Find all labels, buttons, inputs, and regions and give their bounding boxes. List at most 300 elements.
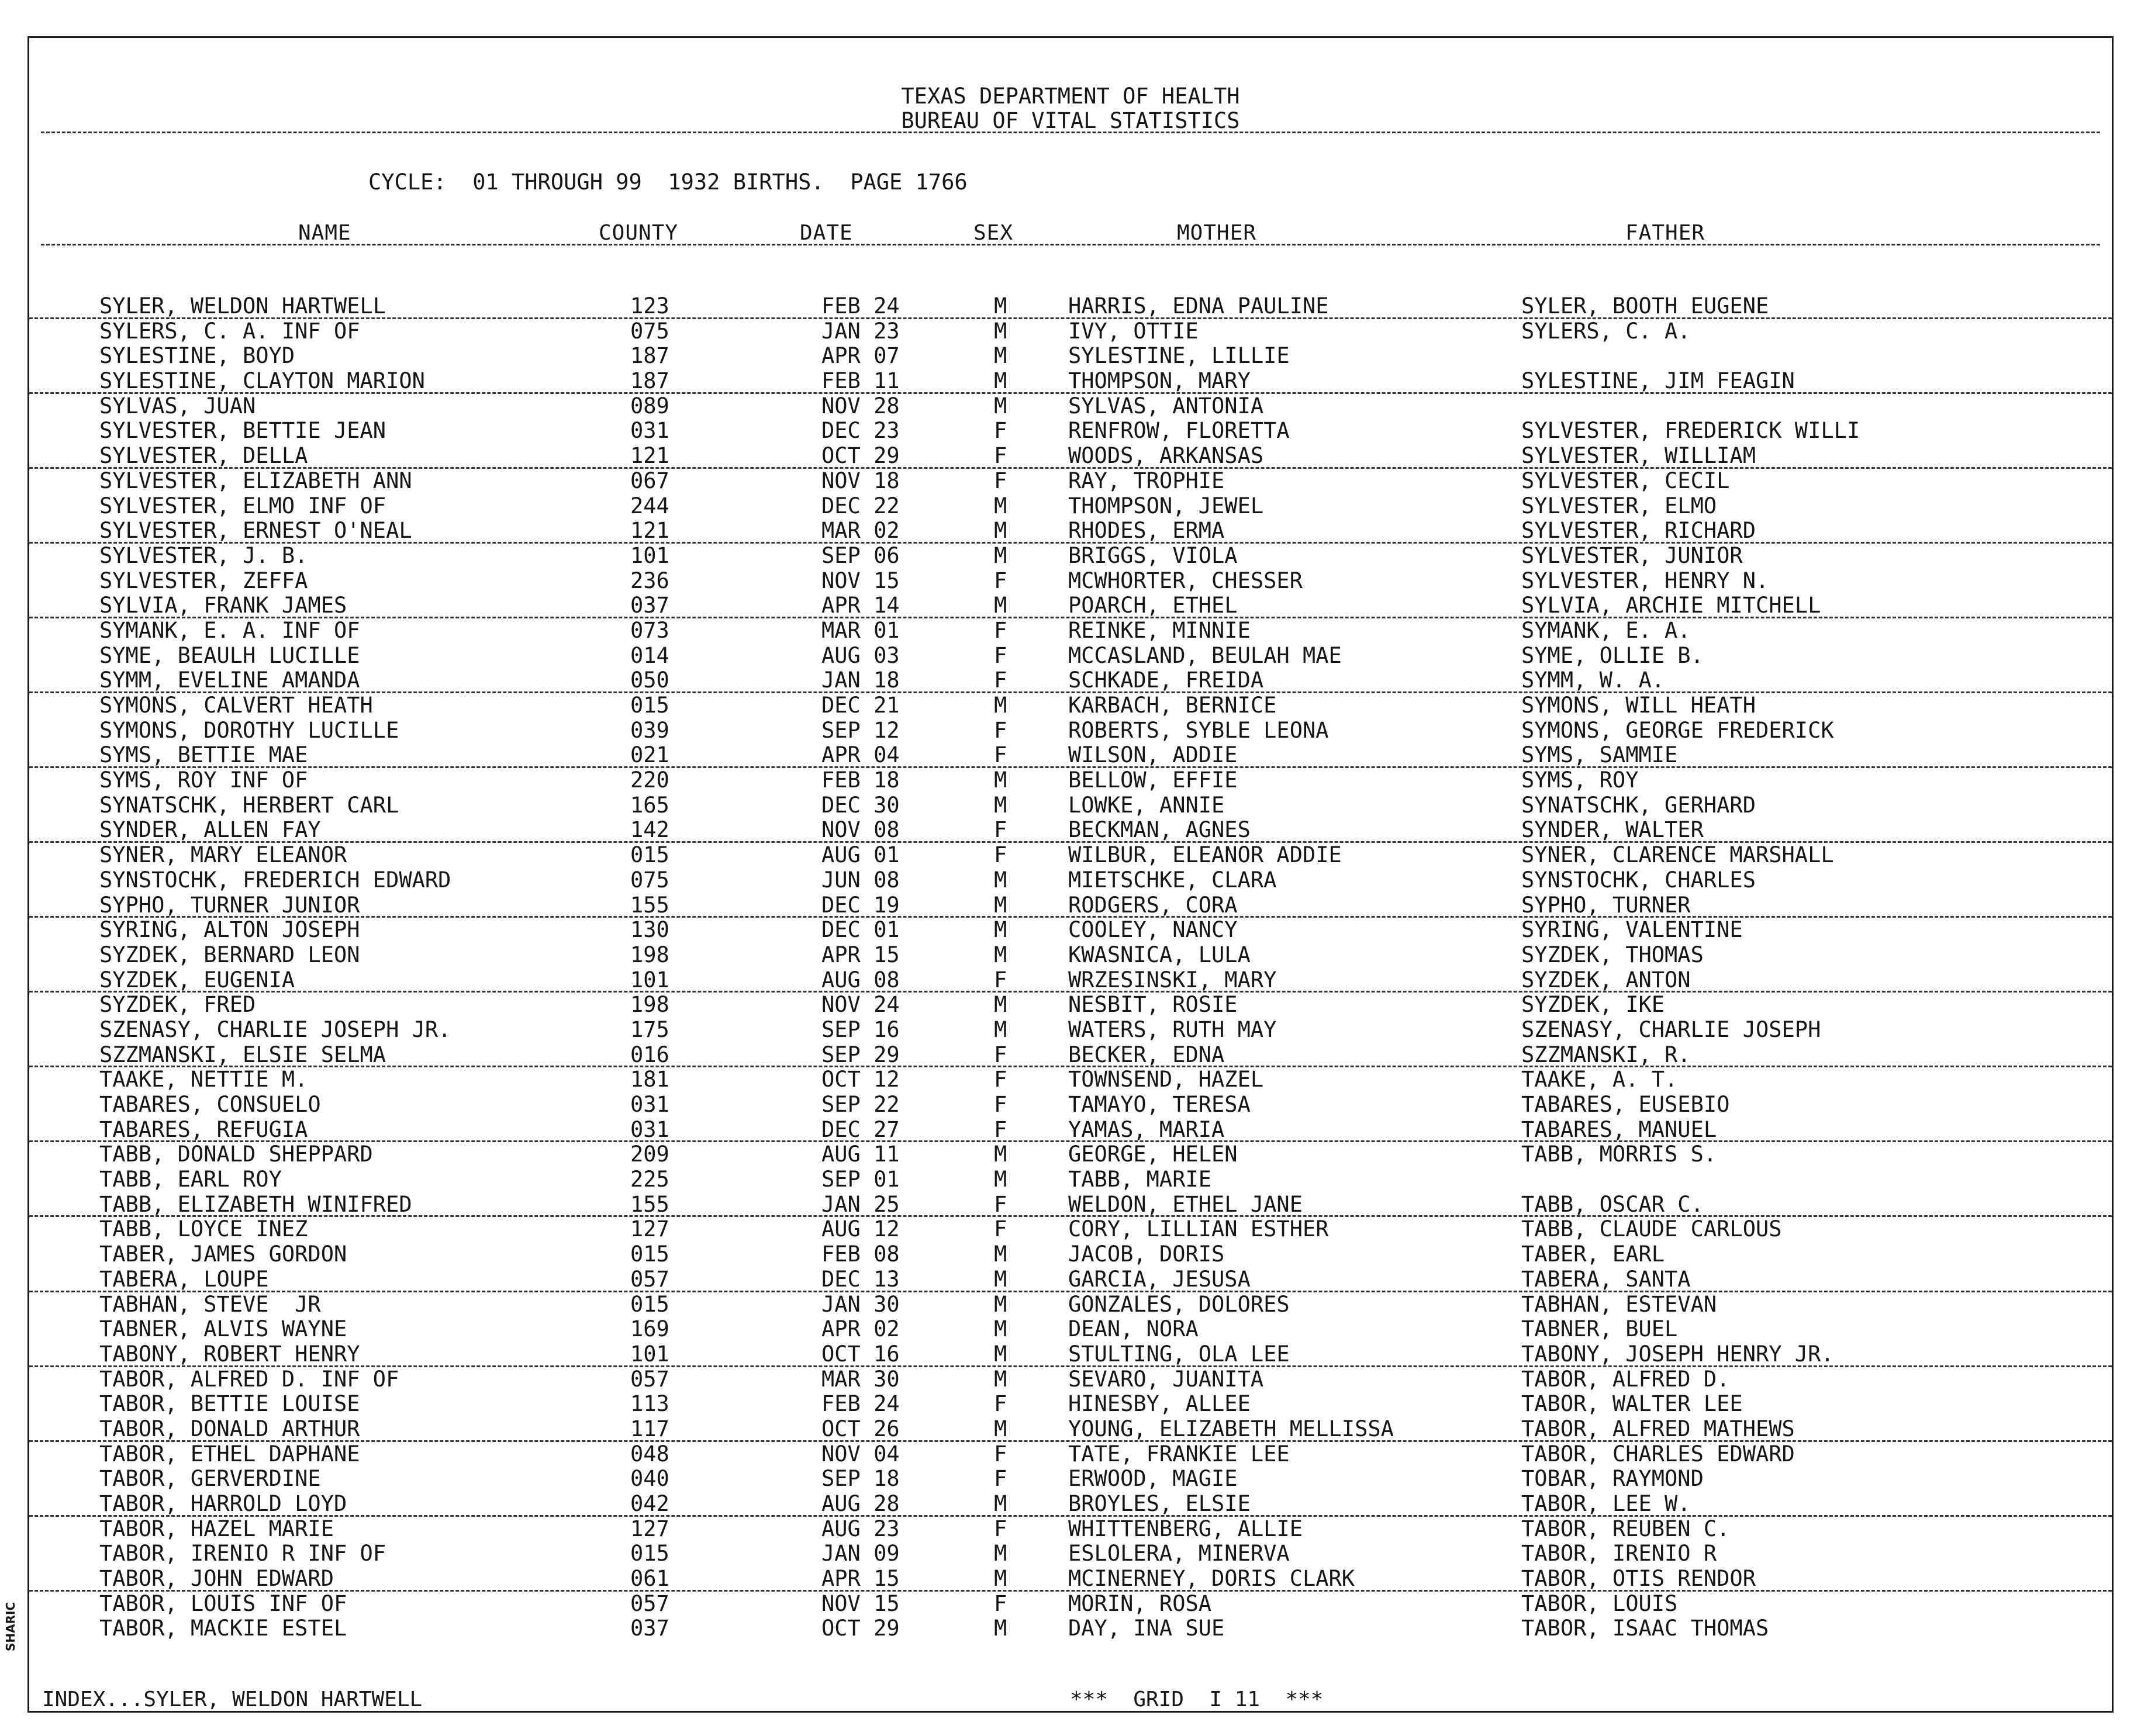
record-date: SEP 12	[821, 717, 900, 743]
record-name: SYPHO, TURNER JUNIOR	[99, 892, 360, 918]
record-sex: M	[994, 1242, 1007, 1267]
record-row	[29, 1442, 2112, 1467]
record-row	[29, 793, 2112, 818]
record-name: SYLVESTER, ZEFFA	[99, 568, 308, 593]
record-county: 050	[630, 668, 669, 693]
record-mother: TOWNSEND, HAZEL	[1068, 1067, 1264, 1092]
record-date: DEC 13	[821, 1266, 900, 1292]
column-header-county: COUNTY	[599, 221, 679, 245]
record-sex: M	[994, 1541, 1007, 1566]
record-mother: DEAN, NORA	[1068, 1316, 1199, 1342]
record-father: TABERA, SANTA	[1521, 1266, 1691, 1292]
record-sex: F	[994, 1042, 1007, 1067]
record-county: 021	[630, 742, 669, 768]
record-father: TABNER, BUEL	[1521, 1316, 1678, 1342]
record-father: SYNER, CLARENCE MARSHALL	[1521, 842, 1834, 868]
record-name: SYLVESTER, ELMO INF OF	[99, 493, 386, 518]
record-county: 040	[630, 1466, 669, 1492]
record-sex: M	[994, 1341, 1007, 1367]
record-row	[29, 1217, 2112, 1242]
record-row	[29, 1067, 2112, 1092]
record-name: SYLVESTER, ERNEST O'NEAL	[99, 518, 412, 544]
record-name: SYZDEK, EUGENIA	[99, 967, 295, 993]
record-county: 155	[630, 1191, 669, 1217]
record-name: SYLVESTER, ELIZABETH ANN	[99, 468, 412, 493]
record-mother: HINESBY, ALLEE	[1068, 1391, 1251, 1417]
record-mother: JACOB, DORIS	[1068, 1242, 1225, 1267]
record-father: SYME, OLLIE B.	[1521, 642, 1704, 668]
header-rule	[41, 132, 2100, 133]
record-mother: MCCASLAND, BEULAH MAE	[1068, 642, 1342, 668]
record-row	[29, 818, 2112, 843]
record-mother: YAMAS, MARIA	[1068, 1116, 1225, 1142]
record-mother: KARBACH, BERNICE	[1068, 693, 1277, 718]
record-county: 101	[630, 967, 669, 993]
record-row	[29, 593, 2112, 618]
record-date: MAR 30	[821, 1366, 900, 1392]
record-date: OCT 29	[821, 1616, 900, 1641]
record-sex: M	[994, 318, 1007, 344]
record-date: NOV 08	[821, 817, 900, 843]
record-sex: M	[994, 1566, 1007, 1592]
record-name: TABOR, IRENIO R INF OF	[99, 1541, 386, 1566]
record-mother: RODGERS, CORA	[1068, 892, 1238, 918]
record-name: TABOR, DONALD ARTHUR	[99, 1416, 360, 1441]
record-father: TABHAN, ESTEVAN	[1521, 1291, 1717, 1317]
record-name: SYMM, EVELINE AMANDA	[99, 668, 360, 693]
record-name: SYZDEK, BERNARD LEON	[99, 942, 360, 967]
record-mother: BRIGGS, VIOLA	[1068, 542, 1238, 568]
record-father: SYNDER, WALTER	[1521, 817, 1704, 843]
record-county: 015	[630, 1541, 669, 1566]
column-header-rule	[41, 244, 2100, 245]
record-county: 031	[630, 418, 669, 444]
record-row	[29, 1517, 2112, 1542]
column-header-father: FATHER	[1625, 221, 1705, 245]
record-county: 089	[630, 393, 669, 419]
record-father: SYLVESTER, HENRY N.	[1521, 568, 1769, 593]
record-date: AUG 01	[821, 842, 900, 868]
record-county: 037	[630, 593, 669, 618]
record-county: 042	[630, 1491, 669, 1516]
record-row	[29, 518, 2112, 544]
record-mother: COOLEY, NANCY	[1068, 917, 1238, 943]
document-frame	[27, 36, 2114, 1713]
record-county: 117	[630, 1416, 669, 1441]
record-name: SZZMANSKI, ELSIE SELMA	[99, 1042, 386, 1067]
record-date: SEP 06	[821, 542, 900, 568]
record-mother: MIETSCHKE, CLARA	[1068, 867, 1277, 893]
record-sex: M	[994, 917, 1007, 943]
record-county: 198	[630, 992, 669, 1018]
record-father: SZZMANSKI, R.	[1521, 1042, 1691, 1067]
record-county: 031	[630, 1092, 669, 1117]
record-county: 127	[630, 1216, 669, 1242]
record-row	[29, 1142, 2112, 1167]
record-date: NOV 04	[821, 1441, 900, 1467]
record-father: TABOR, WALTER LEE	[1521, 1391, 1743, 1417]
record-county: 031	[630, 1116, 669, 1142]
record-father: SYLVESTER, RICHARD	[1521, 518, 1756, 544]
record-date: NOV 15	[821, 1590, 900, 1616]
record-row	[29, 294, 2112, 319]
record-mother: TATE, FRANKIE LEE	[1068, 1441, 1290, 1467]
record-row	[29, 1342, 2112, 1367]
record-sex: M	[994, 1291, 1007, 1317]
record-name: SYLER, WELDON HARTWELL	[99, 293, 386, 319]
record-county: 121	[630, 443, 669, 469]
record-row	[29, 1292, 2112, 1317]
record-date: JAN 09	[821, 1541, 900, 1566]
record-name: SYLVESTER, BETTIE JEAN	[99, 418, 386, 444]
record-county: 127	[630, 1516, 669, 1541]
record-row	[29, 1367, 2112, 1392]
record-county: 187	[630, 368, 669, 394]
record-date: AUG 12	[821, 1216, 900, 1242]
record-mother: THOMPSON, JEWEL	[1068, 493, 1264, 518]
record-mother: ROBERTS, SYBLE LEONA	[1068, 717, 1329, 743]
record-father: TABOR, CHARLES EDWARD	[1521, 1441, 1795, 1467]
record-father: SYLVESTER, FREDERICK WILLI	[1521, 418, 1860, 444]
record-father: SYMANK, E. A.	[1521, 617, 1691, 643]
record-row	[29, 1043, 2112, 1068]
record-county: 037	[630, 1616, 669, 1641]
record-sex: F	[994, 443, 1007, 469]
record-father: SYLVESTER, CECIL	[1521, 468, 1730, 493]
record-sex: M	[994, 1266, 1007, 1292]
record-mother: POARCH, ETHEL	[1068, 593, 1238, 618]
record-county: 101	[630, 1341, 669, 1367]
record-county: 220	[630, 767, 669, 793]
record-date: FEB 18	[821, 767, 900, 793]
record-father: TABOR, REUBEN C.	[1521, 1516, 1730, 1541]
record-date: AUG 11	[821, 1142, 900, 1167]
record-sex: F	[994, 817, 1007, 843]
record-sex: F	[994, 967, 1007, 993]
record-date: SEP 18	[821, 1466, 900, 1492]
column-header-sex: SEX	[973, 221, 1014, 245]
record-sex: M	[994, 1491, 1007, 1516]
record-row	[29, 918, 2112, 943]
record-sex: M	[994, 767, 1007, 793]
record-mother: GARCIA, JESUSA	[1068, 1266, 1251, 1292]
record-father: TABOR, ALFRED D.	[1521, 1366, 1730, 1392]
record-sex: M	[994, 867, 1007, 893]
record-mother: WOODS, ARKANSAS	[1068, 443, 1264, 469]
record-row	[29, 893, 2112, 918]
record-date: SEP 01	[821, 1167, 900, 1192]
record-county: 015	[630, 1242, 669, 1267]
record-name: TABB, EARL ROY	[99, 1167, 282, 1192]
record-row	[29, 1192, 2112, 1218]
record-name: SYLESTINE, BOYD	[99, 343, 295, 369]
record-date: FEB 11	[821, 368, 900, 394]
record-date: DEC 22	[821, 493, 900, 518]
record-row	[29, 1118, 2112, 1143]
record-sex: M	[994, 593, 1007, 618]
record-sex: F	[994, 842, 1007, 868]
record-row	[29, 1467, 2112, 1492]
record-mother: BELLOW, EFFIE	[1068, 767, 1238, 793]
record-row	[29, 668, 2112, 693]
record-date: DEC 23	[821, 418, 900, 444]
column-header-mother: MOTHER	[1177, 221, 1257, 245]
record-row	[29, 693, 2112, 718]
record-county: 155	[630, 892, 669, 918]
record-name: TAAKE, NETTIE M.	[99, 1067, 308, 1092]
records-list	[29, 294, 2112, 1641]
record-mother: TABB, MARIE	[1068, 1167, 1212, 1192]
record-name: TABB, LOYCE INEZ	[99, 1216, 308, 1242]
record-mother: GONZALES, DOLORES	[1068, 1291, 1290, 1317]
record-row	[29, 469, 2112, 494]
record-county: 075	[630, 318, 669, 344]
record-row	[29, 1541, 2112, 1566]
record-father: SYLER, BOOTH EUGENE	[1521, 293, 1769, 319]
record-row	[29, 1566, 2112, 1592]
record-date: DEC 01	[821, 917, 900, 943]
record-date: SEP 22	[821, 1092, 900, 1117]
record-father: SYMONS, GEORGE FREDERICK	[1521, 717, 1834, 743]
cycle-line: CYCLE: 01 THROUGH 99 1932 BIRTHS. PAGE 1766	[368, 170, 968, 195]
record-sex: M	[994, 1616, 1007, 1641]
record-sex: F	[994, 1191, 1007, 1217]
record-name: SYRING, ALTON JOSEPH	[99, 917, 360, 943]
record-mother: SYLVAS, ANTONIA	[1068, 393, 1264, 419]
record-name: SYNDER, ALLEN FAY	[99, 817, 321, 843]
record-father: SYLVESTER, WILLIAM	[1521, 443, 1756, 469]
record-mother: RHODES, ERMA	[1068, 518, 1225, 544]
record-sex: F	[994, 1516, 1007, 1541]
record-name: TABOR, HAZEL MARIE	[99, 1516, 334, 1541]
record-row	[29, 843, 2112, 868]
record-name: TABOR, HARROLD LOYD	[99, 1491, 347, 1516]
record-county: 244	[630, 493, 669, 518]
record-county: 073	[630, 617, 669, 643]
record-county: 015	[630, 842, 669, 868]
record-row	[29, 419, 2112, 444]
record-father: TABARES, EUSEBIO	[1521, 1092, 1730, 1117]
record-county: 123	[630, 293, 669, 319]
record-mother: IVY, OTTIE	[1068, 318, 1199, 344]
record-father: TABOR, LEE W.	[1521, 1491, 1691, 1516]
record-father: SYMS, SAMMIE	[1521, 742, 1678, 768]
record-sex: M	[994, 1316, 1007, 1342]
record-father: TABB, MORRIS S.	[1521, 1142, 1717, 1167]
record-row	[29, 394, 2112, 419]
record-date: JAN 25	[821, 1191, 900, 1217]
record-sex: F	[994, 1590, 1007, 1616]
record-county: 181	[630, 1067, 669, 1092]
record-father: SYNSTOCHK, CHARLES	[1521, 867, 1756, 893]
record-father: SYLVESTER, ELMO	[1521, 493, 1717, 518]
record-county: 209	[630, 1142, 669, 1167]
record-county: 075	[630, 867, 669, 893]
record-sex: M	[994, 942, 1007, 967]
record-row	[29, 644, 2112, 669]
record-sex: M	[994, 393, 1007, 419]
record-name: SYMONS, CALVERT HEATH	[99, 693, 373, 718]
record-mother: SCHKADE, FREIDA	[1068, 668, 1264, 693]
record-name: SYNATSCHK, HERBERT CARL	[99, 792, 399, 818]
record-sex: F	[994, 1216, 1007, 1242]
record-sex: F	[994, 1466, 1007, 1492]
record-name: SYNSTOCHK, FREDERICH EDWARD	[99, 867, 451, 893]
side-mark: SHARIC	[4, 1602, 18, 1651]
record-name: SYMANK, E. A. INF OF	[99, 617, 360, 643]
record-date: NOV 28	[821, 393, 900, 419]
record-sex: F	[994, 668, 1007, 693]
record-sex: M	[994, 1142, 1007, 1167]
record-row	[29, 743, 2112, 768]
record-father: SYMS, ROY	[1521, 767, 1639, 793]
record-mother: WILBUR, ELEANOR ADDIE	[1068, 842, 1342, 868]
record-name: SYLESTINE, CLAYTON MARION	[99, 368, 425, 394]
record-date: DEC 21	[821, 693, 900, 718]
record-date: MAR 02	[821, 518, 900, 544]
record-mother: WELDON, ETHEL JANE	[1068, 1191, 1303, 1217]
record-row	[29, 993, 2112, 1018]
record-sex: F	[994, 1441, 1007, 1467]
record-sex: F	[994, 1116, 1007, 1142]
record-father: TABOR, OTIS RENDOR	[1521, 1566, 1756, 1592]
record-name: SYLERS, C. A. INF OF	[99, 318, 360, 344]
record-mother: MCINERNEY, DORIS CLARK	[1068, 1566, 1355, 1592]
record-mother: SYLESTINE, LILLIE	[1068, 343, 1290, 369]
record-name: SYZDEK, FRED	[99, 992, 256, 1018]
record-name: TABOR, JOHN EDWARD	[99, 1566, 334, 1592]
record-mother: MCWHORTER, CHESSER	[1068, 568, 1303, 593]
record-mother: STULTING, OLA LEE	[1068, 1341, 1290, 1367]
record-date: OCT 16	[821, 1341, 900, 1367]
record-county: 225	[630, 1167, 669, 1192]
record-row	[29, 569, 2112, 594]
record-father: SZENASY, CHARLIE JOSEPH	[1521, 1016, 1821, 1042]
record-county: 165	[630, 792, 669, 818]
record-father: TABOR, IRENIO R	[1521, 1541, 1717, 1566]
record-mother: TAMAYO, TERESA	[1068, 1092, 1251, 1117]
record-mother: BROYLES, ELSIE	[1068, 1491, 1251, 1516]
record-father: TAAKE, A. T.	[1521, 1067, 1678, 1092]
record-county: 187	[630, 343, 669, 369]
record-sex: F	[994, 1391, 1007, 1417]
record-date: AUG 23	[821, 1516, 900, 1541]
record-row	[29, 1417, 2112, 1442]
record-name: SYMONS, DOROTHY LUCILLE	[99, 717, 399, 743]
record-father: SYPHO, TURNER	[1521, 892, 1691, 918]
record-date: OCT 29	[821, 443, 900, 469]
grid-footer: *** GRID I 11 ***	[1070, 1687, 1324, 1711]
record-row	[29, 1492, 2112, 1517]
record-father: SYZDEK, THOMAS	[1521, 942, 1704, 967]
record-father: TABONY, JOSEPH HENRY JR.	[1521, 1341, 1834, 1367]
record-row	[29, 868, 2112, 893]
record-row	[29, 718, 2112, 743]
record-sex: M	[994, 542, 1007, 568]
record-father: SYMM, W. A.	[1521, 668, 1665, 693]
record-father: SYLVESTER, JUNIOR	[1521, 542, 1743, 568]
record-mother: WRZESINSKI, MARY	[1068, 967, 1277, 993]
record-row	[29, 344, 2112, 369]
record-county: 101	[630, 542, 669, 568]
record-date: JAN 30	[821, 1291, 900, 1317]
record-name: SZENASY, CHARLIE JOSEPH JR.	[99, 1016, 451, 1042]
record-row	[29, 544, 2112, 569]
record-row	[29, 1018, 2112, 1043]
record-name: TABOR, MACKIE ESTEL	[99, 1616, 347, 1641]
column-header-date: DATE	[800, 221, 853, 245]
record-county: 057	[630, 1590, 669, 1616]
record-date: MAR 01	[821, 617, 900, 643]
record-sex: F	[994, 418, 1007, 444]
record-name: SYME, BEAULH LUCILLE	[99, 642, 360, 668]
record-county: 175	[630, 1016, 669, 1042]
record-county: 169	[630, 1316, 669, 1342]
record-name: TABONY, ROBERT HENRY	[99, 1341, 360, 1367]
record-row	[29, 1592, 2112, 1617]
record-date: APR 02	[821, 1316, 900, 1342]
record-father: SYLESTINE, JIM FEAGIN	[1521, 368, 1795, 394]
record-mother: KWASNICA, LULA	[1068, 942, 1251, 967]
record-sex: M	[994, 493, 1007, 518]
record-father: SYLVIA, ARCHIE MITCHELL	[1521, 593, 1821, 618]
record-county: 048	[630, 1441, 669, 1467]
record-county: 039	[630, 717, 669, 743]
record-row	[29, 1092, 2112, 1118]
record-row	[29, 369, 2112, 394]
record-father: SYZDEK, IKE	[1521, 992, 1665, 1018]
record-date: JUN 08	[821, 867, 900, 893]
record-sex: F	[994, 1067, 1007, 1092]
record-date: FEB 24	[821, 293, 900, 319]
record-row	[29, 768, 2112, 793]
record-name: TABHAN, STEVE JR	[99, 1291, 321, 1317]
record-sex: F	[994, 1092, 1007, 1117]
record-name: SYMS, BETTIE MAE	[99, 742, 308, 768]
record-date: AUG 08	[821, 967, 900, 993]
record-name: TABB, ELIZABETH WINIFRED	[99, 1191, 412, 1217]
record-mother: RENFROW, FLORETTA	[1068, 418, 1290, 444]
record-name: TABOR, LOUIS INF OF	[99, 1590, 347, 1616]
record-sex: M	[994, 693, 1007, 718]
record-sex: F	[994, 468, 1007, 493]
record-sex: F	[994, 717, 1007, 743]
record-date: FEB 24	[821, 1391, 900, 1417]
record-county: 014	[630, 642, 669, 668]
record-row	[29, 618, 2112, 644]
record-row	[29, 319, 2112, 344]
record-father: TABOR, LOUIS	[1521, 1590, 1678, 1616]
record-mother: DAY, INA SUE	[1068, 1616, 1225, 1641]
record-father: SYNATSCHK, GERHARD	[1521, 792, 1756, 818]
record-date: APR 15	[821, 1566, 900, 1592]
record-name: SYNER, MARY ELEANOR	[99, 842, 347, 868]
record-county: 057	[630, 1266, 669, 1292]
record-name: TABOR, BETTIE LOUISE	[99, 1391, 360, 1417]
record-date: DEC 27	[821, 1116, 900, 1142]
record-father: TABB, OSCAR C.	[1521, 1191, 1704, 1217]
record-mother: LOWKE, ANNIE	[1068, 792, 1225, 818]
bureau-title: BUREAU OF VITAL STATISTICS	[901, 108, 1240, 133]
record-mother: THOMPSON, MARY	[1068, 368, 1251, 394]
record-mother: WILSON, ADDIE	[1068, 742, 1238, 768]
record-mother: WHITTENBERG, ALLIE	[1068, 1516, 1303, 1541]
record-row	[29, 1267, 2112, 1292]
column-header-name: NAME	[298, 221, 351, 245]
record-father: TABER, EARL	[1521, 1242, 1665, 1267]
record-father: SYRING, VALENTINE	[1521, 917, 1743, 943]
record-name: SYLVESTER, DELLA	[99, 443, 308, 469]
